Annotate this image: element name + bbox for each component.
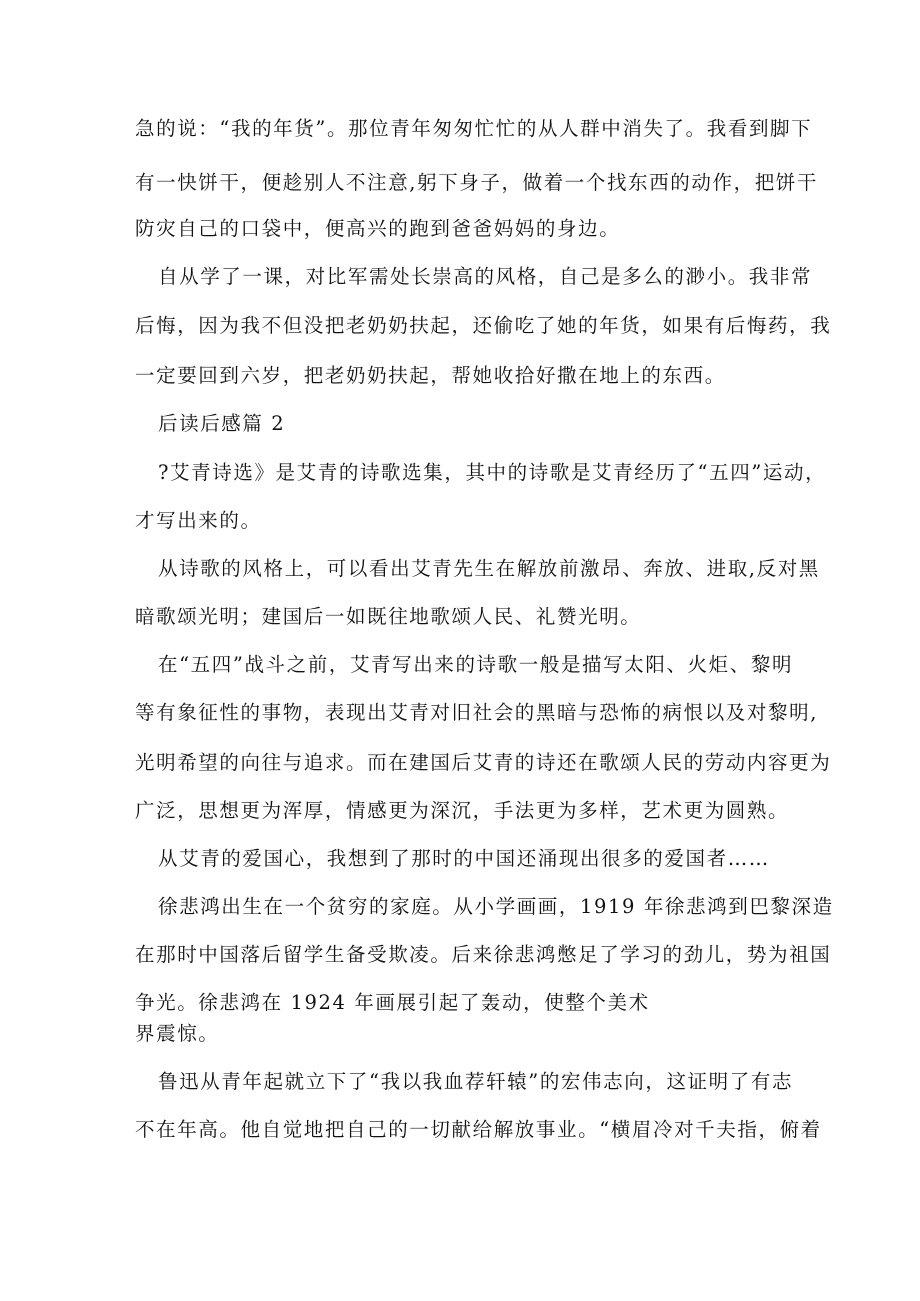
text-line: 自从学了一课，对比军需处长崇高的风格，自己是多么的渺小。我非常 [158, 265, 813, 288]
section-heading: 后读后感篇 2 [158, 412, 286, 435]
text-line: 在那时中国落后留学生备受欺凌。后来徐悲鸿憋足了学习的劲儿，势为祖国 [135, 943, 832, 966]
text-line: 争光。徐悲鸿在 1924 年画展引起了轰动，使整个美术 [135, 991, 650, 1014]
text-line: 暗歌颂光明；建国后一如既往地歌颂人民、礼赞光明。 [135, 605, 642, 628]
text-line: 鲁迅从青年起就立下了“我以我血荐轩辕”的宏伟志向，这证明了有志 [158, 1070, 794, 1093]
text-line: 从艾青的爱国心，我想到了那时的中国还涌现出很多的爱国者…… [158, 847, 770, 870]
text-line: 光明希望的向往与追求。而在建国后艾青的诗还在歌颂人民的劳动内容更为 [135, 751, 832, 774]
text-line: 界震惊。 [135, 1022, 220, 1045]
text-line: 急的说：“我的年货”。那位青年匆匆忙忙的从人群中消失了。我看到脚下 [135, 117, 813, 140]
text-line: 后悔，因为我不但没把老奶奶扶起，还偷吃了她的年货，如果有后悔药，我 [135, 314, 832, 337]
text-line: 徐悲鸿出生在一个贫穷的家庭。从小学画画，1919 年徐悲鸿到巴黎深造 [158, 895, 834, 918]
text-line: 一定要回到六岁，把老奶奶扶起，帮她收拾好撒在地上的东西。 [135, 364, 726, 387]
text-line: 防灾自己的口袋中，便高兴的跑到爸爸妈妈的身边。 [135, 217, 621, 240]
text-line: 等有象征性的事物，表现出艾青对旧社会的黑暗与恐怖的病恨以及对黎明, [135, 701, 818, 724]
text-line: 在“五四”战斗之前，艾青写出来的诗歌一般是描写太阳、火炬、黎明 [158, 653, 794, 676]
text-line: 从诗歌的风格上，可以看出艾青先生在解放前激昂、奔放、进取,反对黑 [158, 557, 820, 580]
text-line: ?艾青诗选》是艾青的诗歌选集，其中的诗歌是艾青经历了“五四”运动， [158, 461, 827, 484]
text-line: 不在年高。他自觉地把自己的一切献给解放事业。“横眉冷对千夫指，俯着 [135, 1118, 822, 1141]
text-line: 广泛，思想更为浑厚，情感更为深沉，手法更为多样，艺术更为圆熟。 [135, 799, 790, 822]
text-line: 才写出来的。 [135, 509, 262, 532]
text-line: 有一快饼干，便趁别人不注意,躬下身子，做着一个找东西的动作，把饼干 [135, 171, 818, 194]
